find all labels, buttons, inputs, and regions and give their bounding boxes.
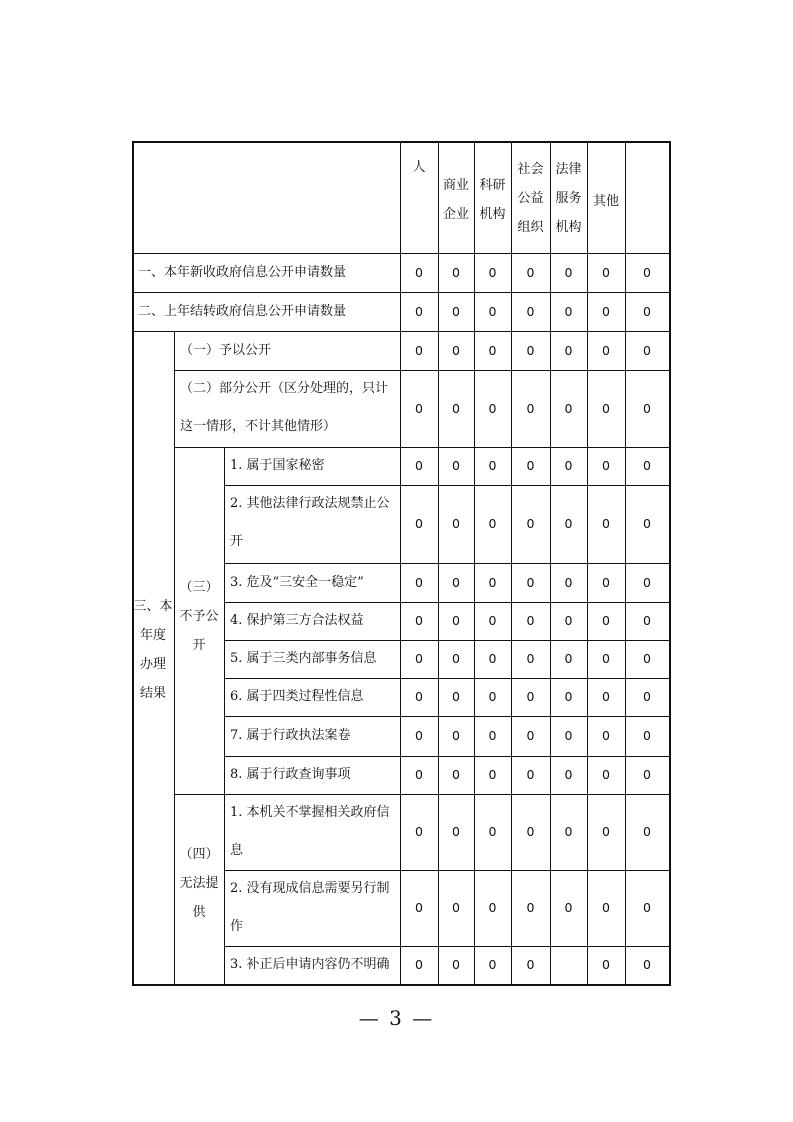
value-cell: 0 <box>415 689 423 704</box>
header-cell: 其他 <box>592 194 619 209</box>
value-cell: 0 <box>415 728 423 743</box>
row-label: 4. 保护第三方合法权益 <box>230 613 364 628</box>
value-cell: 0 <box>602 613 610 628</box>
value-cell: 0 <box>488 304 497 319</box>
value-cell: 0 <box>602 767 610 782</box>
value-cell: 0 <box>643 304 651 319</box>
value-cell: 0 <box>415 401 423 416</box>
value-cell: 0 <box>564 343 573 358</box>
value-cell: 0 <box>452 304 460 319</box>
value-cell: 0 <box>602 458 610 473</box>
value-cell: 0 <box>643 343 651 358</box>
value-cell: 0 <box>602 516 610 531</box>
value-cell: 0 <box>415 767 423 782</box>
value-cell: 0 <box>564 689 573 704</box>
value-cell: 0 <box>488 265 497 280</box>
value-cell: 0 <box>526 824 535 839</box>
value-cell: 0 <box>526 651 535 666</box>
value-cell: 0 <box>602 728 610 743</box>
row-label: 一、本年新收政府信息公开申请数量 <box>138 265 347 280</box>
value-cell: 0 <box>564 516 573 531</box>
value-cell: 0 <box>643 613 651 628</box>
value-cell: 0 <box>564 265 573 280</box>
value-cell: 0 <box>643 265 651 280</box>
row-label: 1. 本机关不掌握相关政府信 息 <box>230 805 390 858</box>
value-cell: 0 <box>415 957 423 972</box>
value-cell: 0 <box>643 824 651 839</box>
value-cell: 0 <box>564 575 573 590</box>
value-cell: 0 <box>526 689 535 704</box>
value-cell: 0 <box>488 575 497 590</box>
value-cell: 0 <box>602 343 610 358</box>
value-cell: 0 <box>452 824 460 839</box>
group-label: （三） 不予公 开 <box>179 580 219 653</box>
row-label: 7. 属于行政执法案卷 <box>230 728 351 743</box>
value-cell: 0 <box>602 900 610 915</box>
table-rule <box>132 984 669 986</box>
value-cell: 0 <box>488 689 497 704</box>
value-cell: 0 <box>415 304 423 319</box>
value-cell: 0 <box>602 957 610 972</box>
table-rule <box>669 141 671 986</box>
value-cell: 0 <box>488 767 497 782</box>
value-cell: 0 <box>602 824 610 839</box>
value-cell: 0 <box>526 575 535 590</box>
value-cell: 0 <box>564 613 573 628</box>
value-cell: 0 <box>564 767 573 782</box>
value-cell: 0 <box>526 900 535 915</box>
value-cell: 0 <box>526 343 535 358</box>
value-cell: 0 <box>602 689 610 704</box>
value-cell: 0 <box>488 900 497 915</box>
page-number: — 3 — <box>358 1006 435 1030</box>
value-cell: 0 <box>452 957 460 972</box>
header-cell: 人 <box>412 160 426 175</box>
value-cell: 0 <box>526 728 535 743</box>
value-cell: 0 <box>452 458 460 473</box>
value-cell: 0 <box>526 401 535 416</box>
value-cell: 0 <box>415 824 423 839</box>
row-label: （一）予以公开 <box>180 343 272 358</box>
value-cell: 0 <box>488 728 497 743</box>
row-label: 1. 属于国家秘密 <box>230 458 325 473</box>
value-cell: 0 <box>488 343 497 358</box>
value-cell: 0 <box>415 613 423 628</box>
value-cell: 0 <box>415 458 423 473</box>
header-cell: 社会 公益 组织 <box>517 162 544 235</box>
value-cell: 0 <box>602 265 610 280</box>
value-cell: 0 <box>526 458 535 473</box>
value-cell: 0 <box>452 728 460 743</box>
value-cell: 0 <box>452 767 460 782</box>
value-cell: 0 <box>415 516 423 531</box>
value-cell: 0 <box>488 957 497 972</box>
value-cell: 0 <box>526 957 535 972</box>
value-cell: 0 <box>564 824 573 839</box>
value-cell: 0 <box>526 304 535 319</box>
value-cell: 0 <box>643 957 651 972</box>
value-cell: 0 <box>643 516 651 531</box>
value-cell: 0 <box>452 613 460 628</box>
value-cell: 0 <box>643 651 651 666</box>
group-label: （四） 无法提 供 <box>179 847 219 920</box>
value-cell: 0 <box>643 728 651 743</box>
value-cell: 0 <box>602 401 610 416</box>
value-cell: 0 <box>488 824 497 839</box>
value-cell: 0 <box>564 728 573 743</box>
value-cell: 0 <box>415 343 423 358</box>
value-cell: 0 <box>452 401 460 416</box>
value-cell: 0 <box>564 304 573 319</box>
row-label: 3. 危及“三安全一稳定” <box>230 575 364 590</box>
header-cell: 商业 企业 <box>442 178 469 222</box>
value-cell: 0 <box>602 575 610 590</box>
value-cell: 0 <box>415 575 423 590</box>
header-cell: 法律 服务 机构 <box>555 162 582 235</box>
row-label: 2. 没有现成信息需要另行制 作 <box>230 881 390 934</box>
value-cell: 0 <box>415 265 423 280</box>
value-cell: 0 <box>488 401 497 416</box>
row-label: 二、上年结转政府信息公开申请数量 <box>138 304 347 319</box>
value-cell: 0 <box>526 613 535 628</box>
value-cell: 0 <box>452 575 460 590</box>
header-cell: 科研 机构 <box>479 178 506 222</box>
value-cell: 0 <box>564 401 573 416</box>
value-cell: 0 <box>602 304 610 319</box>
header-cell <box>625 187 669 217</box>
row-label: （二）部分公开（区分处理的，只计 这一情形，不计其他情形） <box>180 381 389 434</box>
value-cell: 0 <box>643 689 651 704</box>
row-label: 2. 其他法律行政法规禁止公 开 <box>230 496 390 549</box>
value-cell: 0 <box>452 689 460 704</box>
row-label: 8. 属于行政查询事项 <box>230 767 351 782</box>
value-cell: 0 <box>452 651 460 666</box>
value-cell: 0 <box>488 651 497 666</box>
value-cell: 0 <box>564 458 573 473</box>
group-label: 三、本 年度 办理 结果 <box>133 599 173 701</box>
value-cell: 0 <box>452 516 460 531</box>
value-cell: 0 <box>526 265 535 280</box>
value-cell: 0 <box>488 458 497 473</box>
row-label: 3. 补正后申请内容仍不明确 <box>230 957 390 972</box>
value-cell: 0 <box>415 651 423 666</box>
value-cell: 0 <box>415 900 423 915</box>
value-cell: 0 <box>488 516 497 531</box>
value-cell: 0 <box>643 458 651 473</box>
value-cell: 0 <box>643 767 651 782</box>
value-cell: 0 <box>564 900 573 915</box>
value-cell: 0 <box>452 343 460 358</box>
value-cell: 0 <box>488 613 497 628</box>
value-cell: 0 <box>602 651 610 666</box>
value-cell: 0 <box>452 900 460 915</box>
value-cell: 0 <box>643 900 651 915</box>
row-label: 6. 属于四类过程性信息 <box>230 689 364 704</box>
value-cell <box>550 946 587 984</box>
value-cell: 0 <box>643 575 651 590</box>
value-cell: 0 <box>452 265 460 280</box>
value-cell: 0 <box>526 767 535 782</box>
value-cell: 0 <box>643 401 651 416</box>
value-cell: 0 <box>526 516 535 531</box>
row-label: 5. 属于三类内部事务信息 <box>230 651 377 666</box>
value-cell: 0 <box>564 651 573 666</box>
